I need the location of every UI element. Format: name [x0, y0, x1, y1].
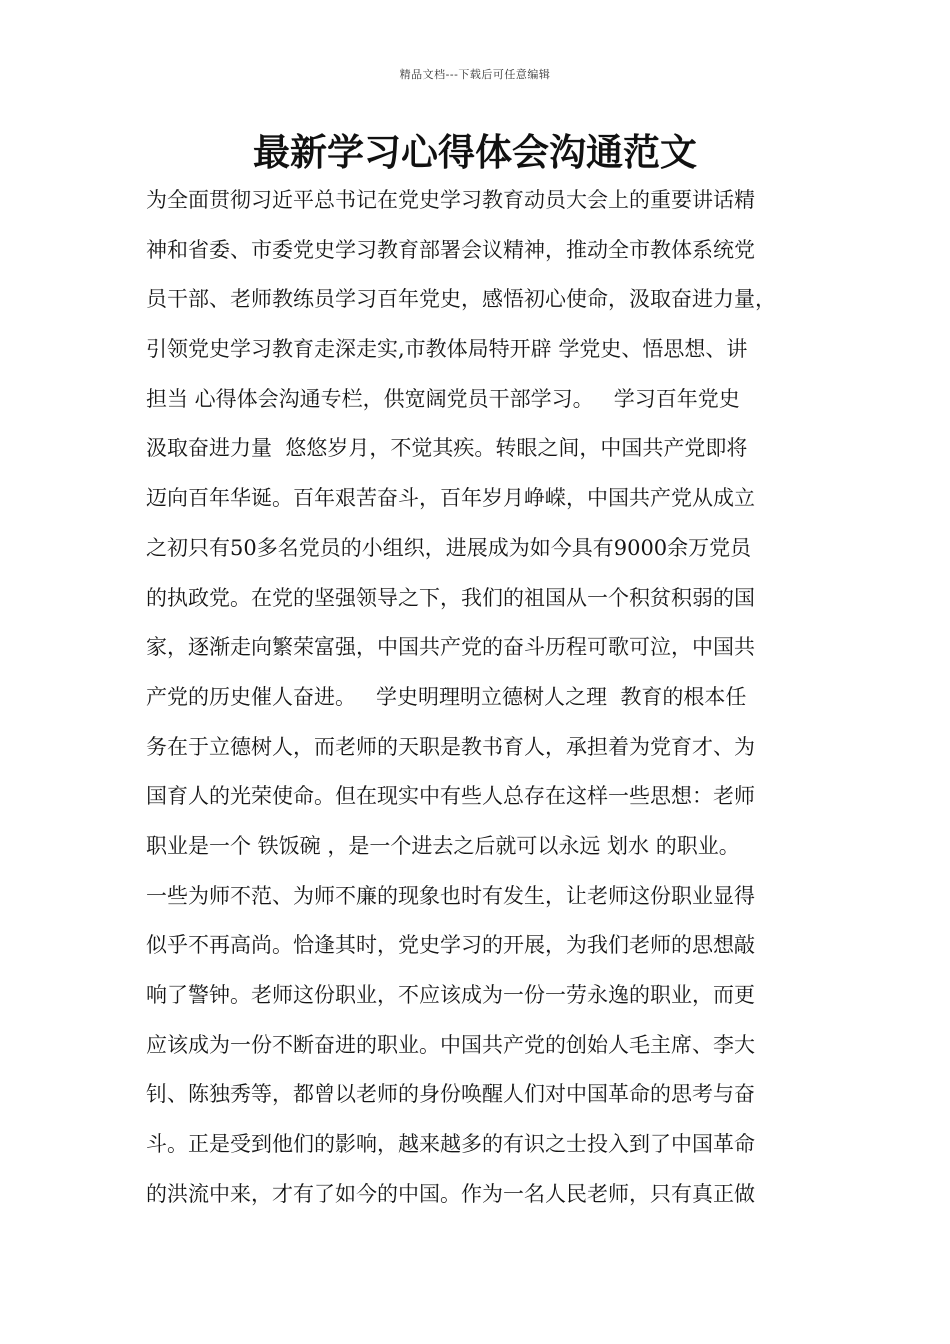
body-line: 担当 心得体会沟通专栏，供宽阔党员干部学习。 学习百年党史 [146, 386, 740, 411]
body-line: 员干部、老师教练员学习百年党史，感悟初心使命，汲取奋进力量， [146, 287, 776, 312]
body-line: 引领党史学习教育走深走实,市教体局特开辟 学党史、悟思想、讲 [146, 337, 748, 362]
body-line: 为全面贯彻习近平总书记在党史学习教育动员大会上的重要讲话精 [146, 188, 755, 212]
body-line: 响了警钟。老师这份职业，不应该成为一份一劳永逸的职业，而更 [146, 983, 755, 1007]
body-line: 汲取奋进力量 悠悠岁月，不觉其疾。转眼之间，中国共产党即将 [146, 436, 748, 461]
body-line: 迈向百年华诞。百年艰苦奋斗，百年岁月峥嵘，中国共产党从成立 [146, 486, 755, 511]
body-line: 神和省委、市委党史学习教育部署会议精神，推动全市教体系统党 [146, 237, 755, 262]
body-line: 似乎不再高尚。恰逢其时，党史学习的开展，为我们老师的思想敲 [146, 933, 755, 958]
body-line: 职业是一个 铁饭碗 ，是一个进去之后就可以永远 划水 的职业。 [146, 833, 740, 858]
body-line: 应该成为一份不断奋进的职业。中国共产党的创始人毛主席、李大 [146, 1032, 755, 1057]
body-line: 务在于立德树人，而老师的天职是教书育人，承担着为党育才、为 [146, 734, 755, 759]
body-line: 产党的历史催人奋进。 学史明理明立德树人之理 教育的根本任 [146, 684, 747, 709]
header-note: 精品文档---下载后可任意编辑 [399, 68, 551, 81]
document-body [146, 178, 836, 1221]
body-line: 钊、陈独秀等，都曾以老师的身份唤醒人们对中国革命的思考与奋 [146, 1082, 755, 1107]
body-line: 家，逐渐走向繁荣富强，中国共产党的奋斗历程可歌可泣，中国共 [146, 635, 755, 660]
body-line: 之初只有50多名党员的小组织，进展成为如今具有9000余万党员 [146, 535, 752, 560]
body-line: 的洪流中来，才有了如今的中国。作为一名人民老师，只有真正做 [146, 1181, 755, 1206]
body-line: 一些为师不范、为师不廉的现象也时有发生，让老师这份职业显得 [146, 883, 755, 908]
body-line: 斗。正是受到他们的影响，越来越多的有识之士投入到了中国革命 [146, 1132, 755, 1157]
body-line: 国育人的光荣使命。但在现实中有些人总存在这样一些思想：老师 [146, 784, 755, 809]
body-line: 的执政党。在党的坚强领导之下，我们的祖国从一个积贫积弱的国 [146, 585, 755, 610]
document-title: 最新学习心得体会沟通范文 [253, 131, 697, 174]
